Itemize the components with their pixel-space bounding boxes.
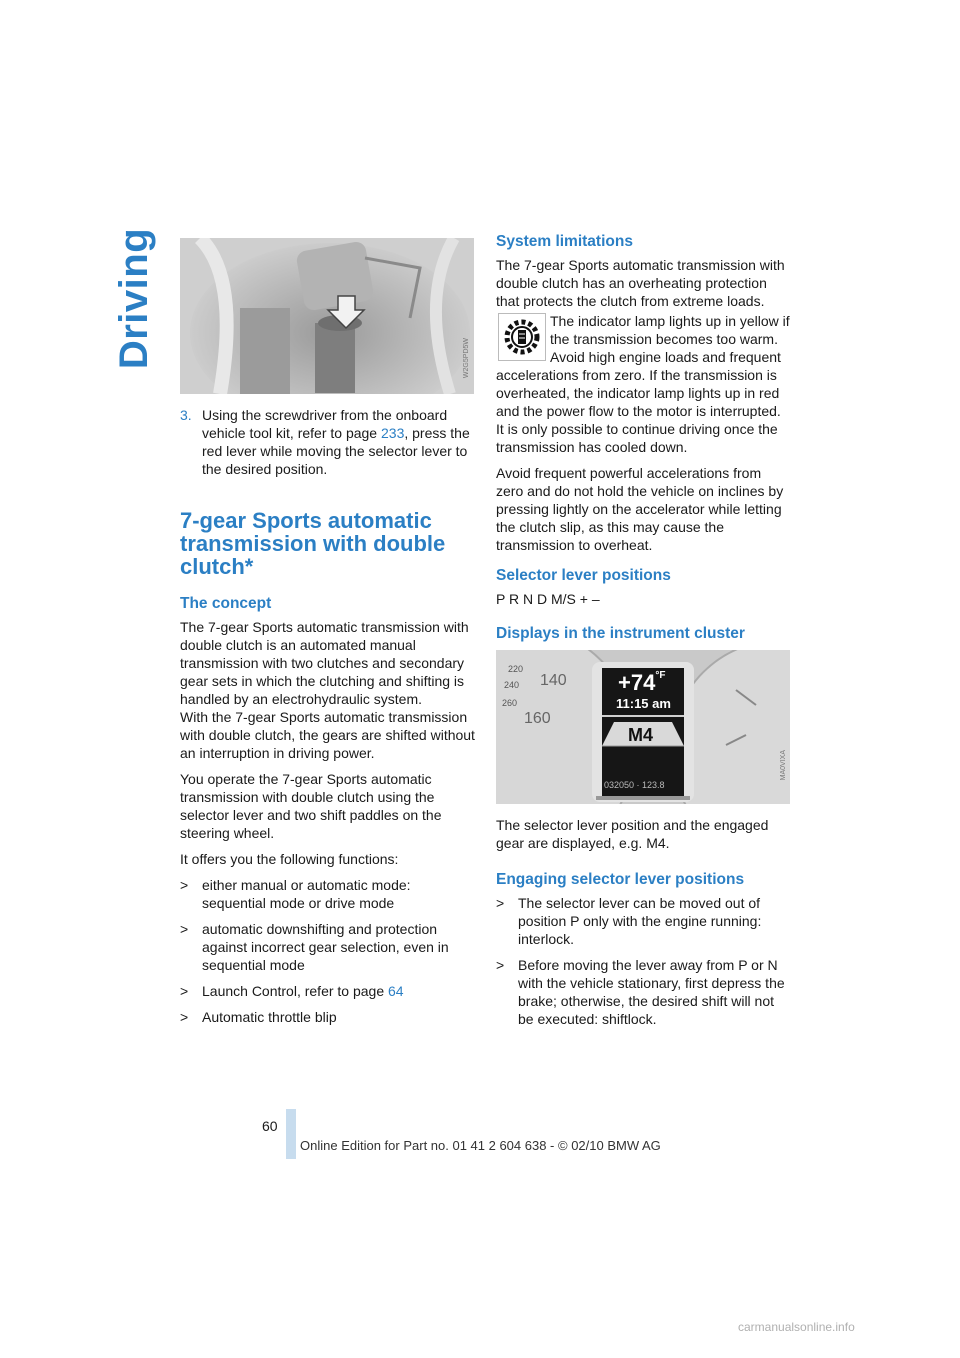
selector-positions-heading: Selector lever positions — [496, 567, 671, 584]
displays-heading: Displays in the instrument cluster — [496, 625, 745, 642]
limitations-paragraph-3: Avoid frequent powerful accelerations from zero and do not hold the vehicle on inclines by pressing lightly on the accelerator while letting the clutch slip, as this may cause the transmission to overheat. — [496, 465, 784, 553]
speed-label: 260 — [502, 698, 518, 708]
main-heading: 7-gear Sports automatic transmission with double clutch* — [180, 508, 446, 579]
displays-description: The selector lever position and the engaged gear are displayed, e.g. M4. — [496, 817, 769, 851]
concept-paragraph-4: It offers you the following functions: — [180, 851, 399, 867]
list-item: > automatic downshifting and protection against incorrect gear selection, even in sequential mode — [180, 921, 449, 973]
step-3: 3. Using the screwdriver from the onboard vehicle tool kit, refer to page 233, press the red lever while moving the selector lever to the desired position. — [180, 407, 470, 477]
list-item: > Automatic throttle blip — [180, 1009, 337, 1025]
edition-footer: Online Edition for Part no. 01 41 2 604 638 - © 02/10 BMW AG — [300, 1138, 661, 1153]
list-item: > Launch Control, refer to page 64 — [180, 983, 404, 999]
page-link-233[interactable]: 233 — [381, 425, 405, 441]
selector-lever-photo — [180, 238, 474, 394]
list-item: > The selector lever can be moved out of position P only with the engine running: interlock. — [496, 895, 762, 947]
speed-label: 240 — [504, 680, 520, 690]
footer-bar — [286, 1109, 296, 1159]
gear-indicator: M4 — [628, 725, 654, 745]
page-link-64[interactable]: 64 — [388, 983, 404, 999]
list-item: > Before moving the lever away from P or N with the vehicle stationary, first depress the brake; otherwise, the desired shift will not be executed: shiftlock. — [496, 957, 785, 1027]
concept-paragraph-1: The 7-gear Sports automatic transmission with double clutch is an automated manual transmission with two clutches and secondary gear sets in which the clutching and shifting is handled by an electrohydraulic system. — [180, 619, 469, 707]
page-number: 60 — [262, 1118, 278, 1134]
photo-code: W2G5PD5W — [463, 338, 470, 379]
speed-label: 160 — [524, 710, 551, 727]
transmission-warning-icon — [498, 313, 546, 361]
section-title: Driving — [112, 227, 157, 369]
watermark: carmanualsonline.info — [738, 1320, 855, 1334]
concept-paragraph-3: You operate the 7-gear Sports automatic transmission with double clutch using the selector lever and two shift paddles on the steering wheel. — [180, 771, 442, 841]
concept-paragraph-2: With the 7-gear Sports automatic transmission with double clutch, the gears are shifted without an interruption in driving power. — [180, 709, 475, 761]
list-item: > either manual or automatic mode: sequential mode or drive mode — [180, 877, 411, 911]
concept-heading: The concept — [180, 595, 272, 612]
cluster-image-code: MA0VIXA — [780, 750, 787, 781]
time-readout: 11:15 am — [616, 696, 671, 711]
limitations-paragraph-2-rest: accelerations from zero. If the transmission is overheated, the indicator lamp lights up in red and the power flow to the motor is interrupted. It is only possible to continue driving once the transmission has cooled down. — [496, 367, 781, 455]
instrument-cluster-image — [496, 650, 790, 804]
speed-label: 220 — [508, 664, 524, 674]
engaging-heading: Engaging selector lever positions — [496, 871, 745, 888]
speed-label: 140 — [540, 672, 567, 689]
odometer-readout: 032050 · 123.8 — [604, 780, 665, 790]
temperature-readout: $+74^{^\circ F}$ — [618, 670, 666, 695]
limitations-paragraph-2-indented: The indicator lamp lights up in yellow if the transmission becomes too warm. Avoid high engine loads and frequent — [550, 313, 790, 365]
selector-lever-illustration — [180, 238, 474, 394]
selector-positions-text: P R N D M/S + – — [496, 591, 600, 607]
limitations-paragraph-1: The 7-gear Sports automatic transmission with double clutch has an overheating protection that protects the clutch from extreme loads. — [496, 257, 785, 309]
system-limitations-heading: System limitations — [496, 233, 633, 250]
